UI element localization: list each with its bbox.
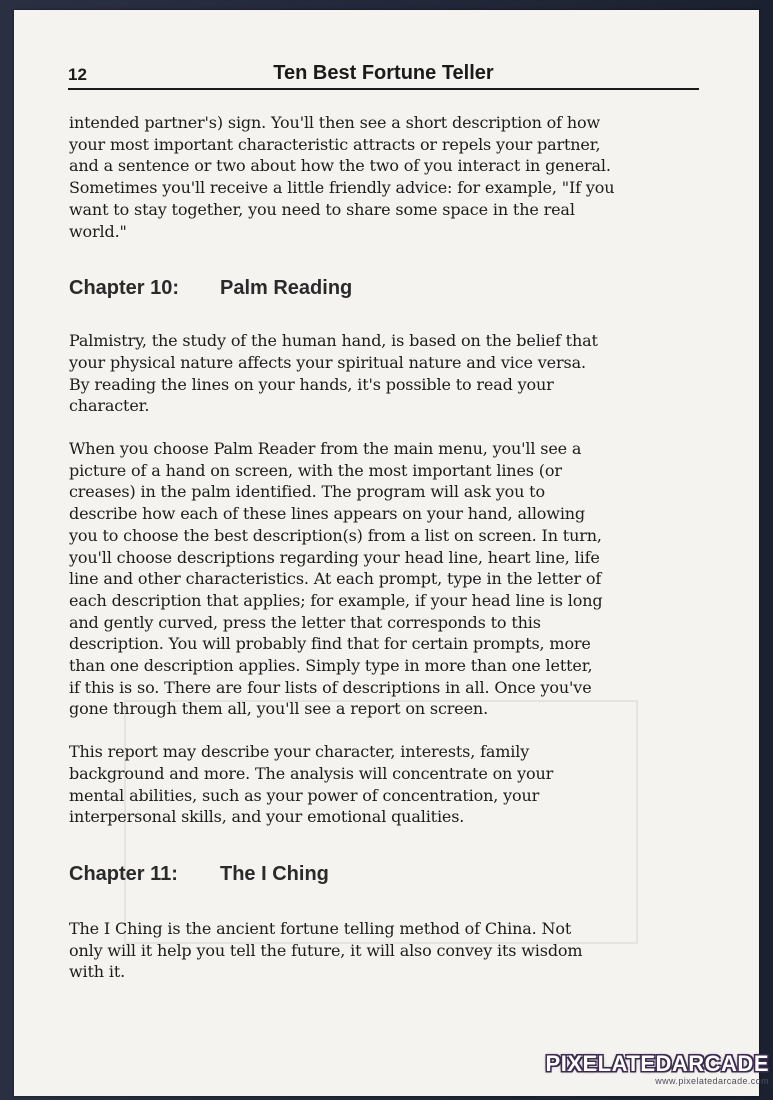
text-line: gone through them all, you'll see a report on screen. — [69, 699, 489, 719]
text-line: picture of a hand on screen, with the most important lines (or — [69, 460, 562, 480]
text-line: and gently curved, press the letter that corresponds to this — [69, 612, 541, 632]
text-line: each description that applies; for example, if your head line is long — [69, 590, 603, 610]
watermark-url: www.pixelatedarcade.com — [655, 1076, 769, 1086]
intro-paragraph — [69, 112, 709, 242]
site-watermark — [546, 1051, 769, 1086]
manual-page — [14, 10, 759, 1096]
text-line: intended partner's) sign. You'll then see a short description of how — [69, 113, 601, 132]
text-line: and a sentence or two about how the two of you interact in general. — [69, 156, 611, 176]
text-line: interpersonal skills, and your emotional qualities. — [69, 807, 465, 827]
chapter-10-paragraph-1 — [69, 330, 709, 417]
chapter-title: Palm Reading — [220, 277, 353, 300]
chapter-number: Chapter 11: — [69, 862, 178, 885]
text-line: The I Ching is the ancient fortune telling method of China. Not — [69, 918, 572, 938]
chapter-10-paragraph-2 — [69, 438, 709, 720]
chapter-11-paragraph-1 — [69, 918, 709, 983]
text-line: world." — [69, 221, 127, 241]
text-line: character. — [69, 396, 150, 416]
text-line: want to stay together, you need to share some space in the real — [69, 199, 575, 219]
running-title: Ten Best Fortune Teller — [273, 62, 494, 84]
text-line: you to choose the best description(s) from a list on screen. In turn, — [69, 525, 602, 545]
text-line: describe how each of these lines appears on your hand, allowing — [69, 504, 586, 524]
text-line: you'll choose descriptions regarding your head line, heart line, life — [69, 547, 600, 567]
page-body — [69, 112, 709, 983]
text-line: This report may describe your character, interests, family — [69, 742, 530, 762]
text-line: description. You will probably find that for certain prompts, more — [69, 634, 591, 654]
text-line: only will it help you tell the future, it will also convey its wisdom — [69, 940, 583, 960]
text-line: if this is so. There are four lists of descriptions in all. Once you've — [69, 677, 592, 697]
page-header — [68, 58, 699, 90]
watermark-brand: PIXELATEDARCADE — [545, 1051, 769, 1076]
page-number: 12 — [68, 65, 87, 84]
text-line: When you choose Palm Reader from the main menu, you'll see a — [69, 439, 582, 459]
text-line: Palmistry, the study of the human hand, is based on the belief that — [69, 331, 598, 351]
chapter-10-heading — [69, 275, 709, 301]
text-line: your physical nature affects your spiritual nature and vice versa. — [69, 352, 586, 372]
chapter-11-heading — [69, 861, 709, 887]
text-line: line and other characteristics. At each prompt, type in the letter of — [69, 569, 602, 589]
text-line: than one description applies. Simply type in more than one letter, — [69, 656, 593, 676]
text-line: with it. — [69, 962, 126, 982]
text-line: your most important characteristic attracts or repels your partner, — [69, 134, 601, 154]
text-line: Sometimes you'll receive a little friendly advice: for example, "If you — [69, 178, 615, 198]
chapter-title: The I Ching — [220, 862, 329, 885]
chapter-number: Chapter 10: — [69, 277, 180, 300]
chapter-10-paragraph-3 — [69, 741, 709, 828]
text-line: mental abilities, such as your power of concentration, your — [69, 785, 540, 805]
text-line: background and more. The analysis will concentrate on your — [69, 763, 554, 783]
text-line: creases) in the palm identified. The program will ask you to — [69, 482, 545, 502]
text-line: By reading the lines on your hands, it's possible to read your — [69, 374, 554, 394]
